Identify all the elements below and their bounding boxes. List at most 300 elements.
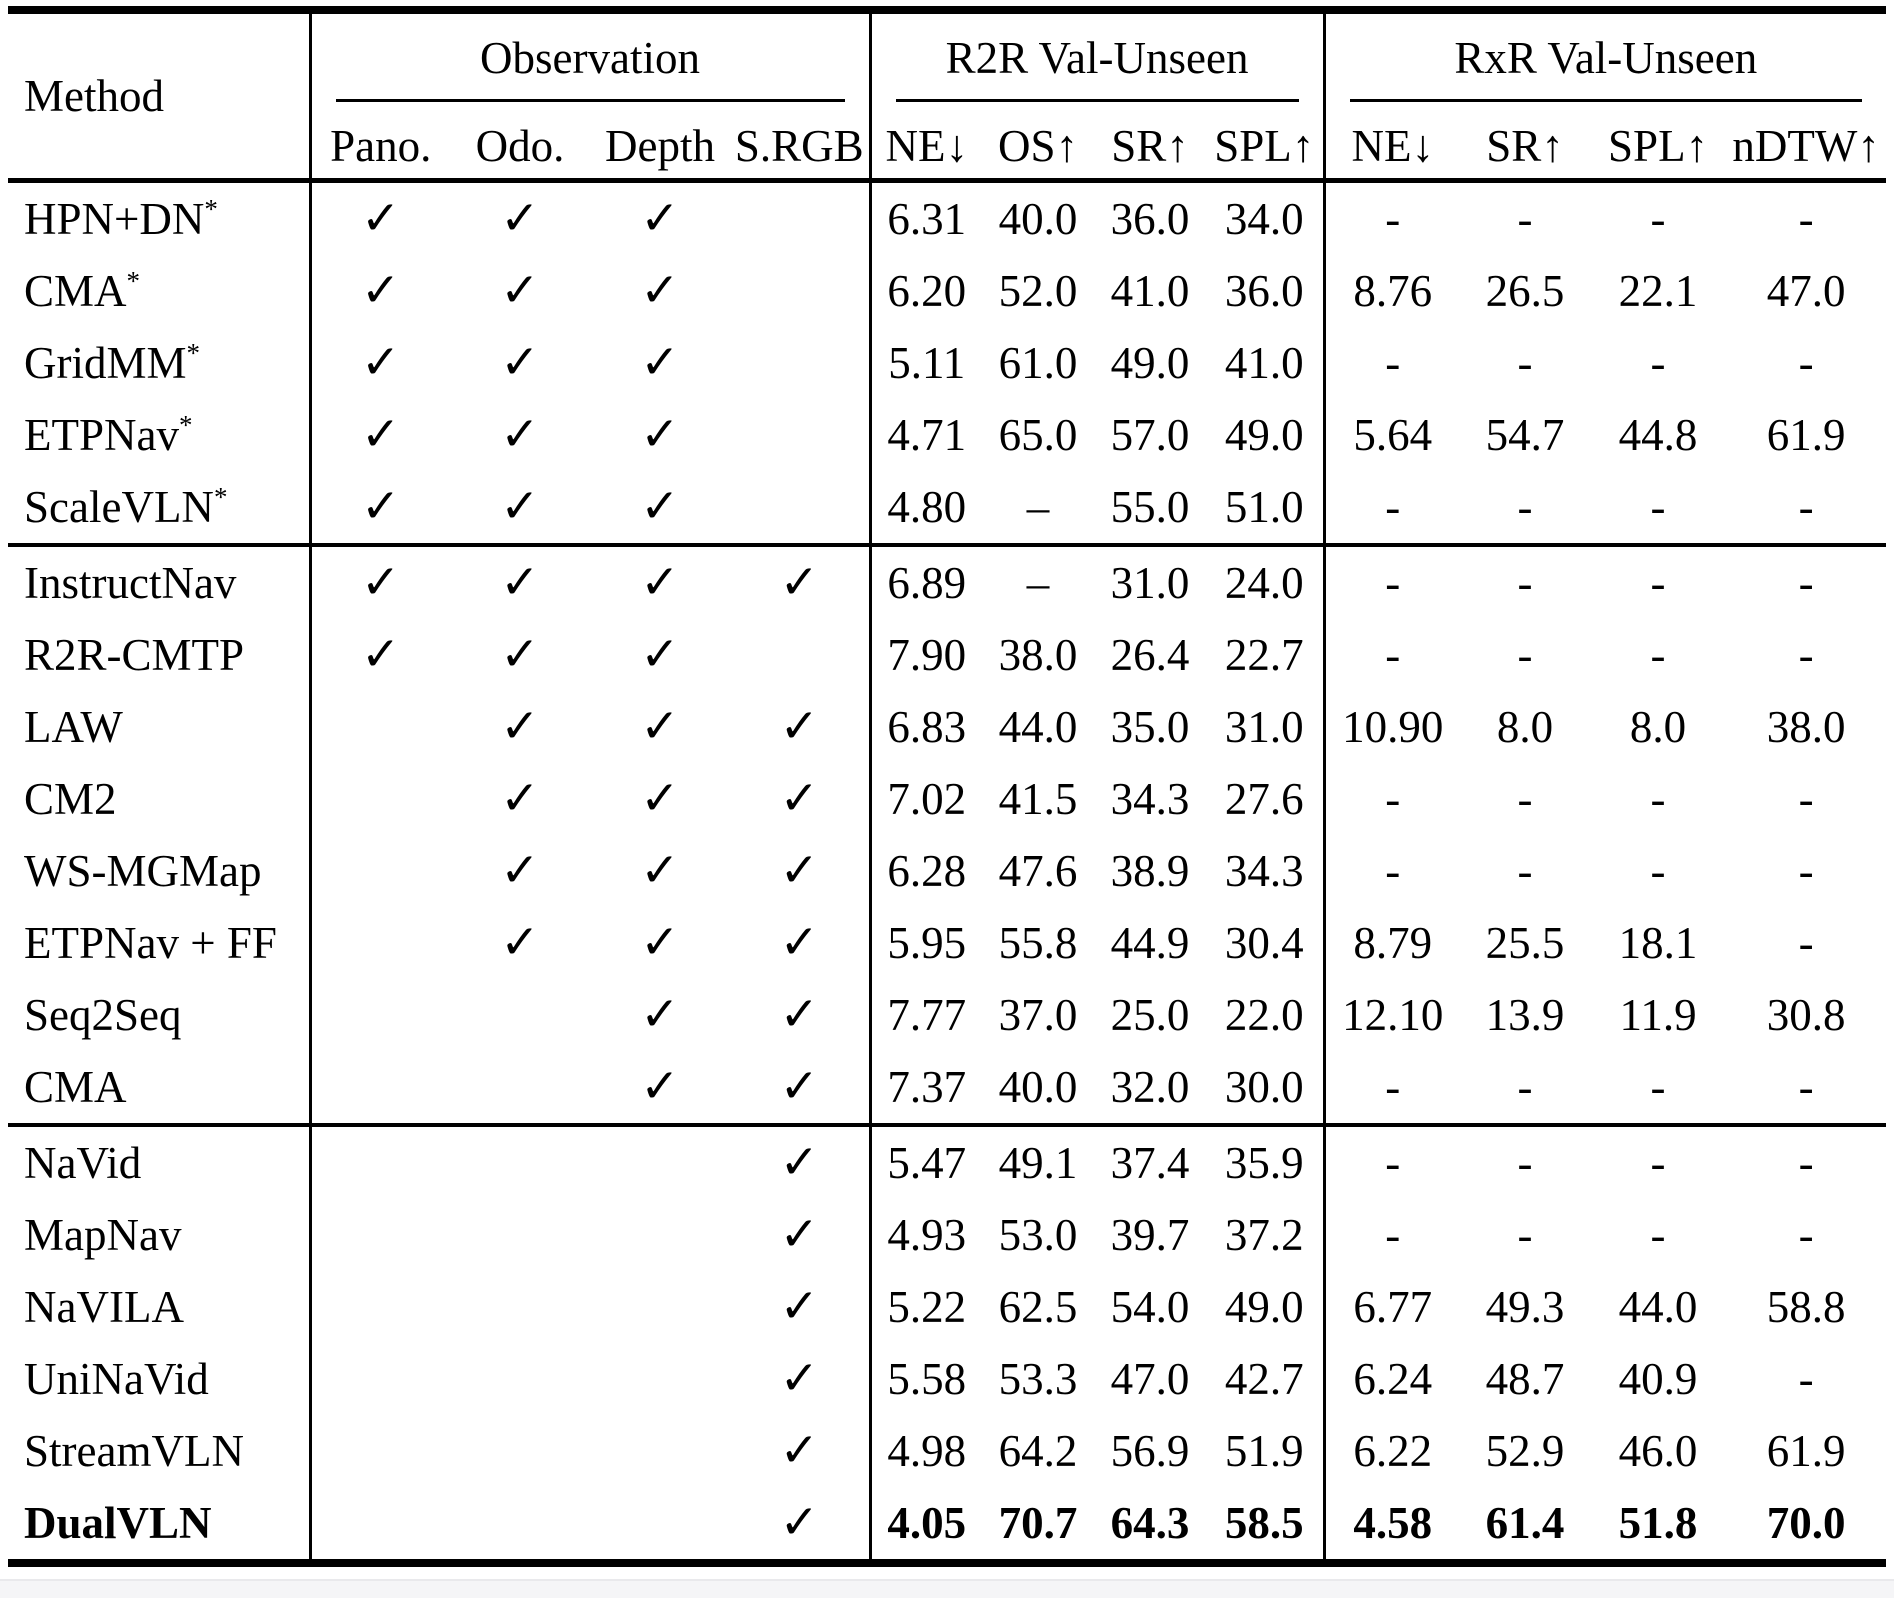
rxr-value-cell: -	[1650, 629, 1666, 680]
col-header-rxr-ne: NE↓	[1324, 114, 1460, 181]
observation-cell	[730, 545, 870, 619]
r2r-value-cell: 22.0	[1224, 989, 1304, 1040]
observation-cell	[310, 1271, 450, 1343]
check-icon: ✓	[779, 1280, 819, 1333]
method-column-header: Method	[8, 10, 310, 181]
observation-cell	[730, 1271, 870, 1343]
observation-cell	[730, 327, 870, 399]
rxr-value-cell: -	[1798, 481, 1814, 532]
check-icon: ✓	[500, 556, 540, 609]
check-icon: ✓	[361, 556, 401, 609]
col-header-pano: Pano.	[310, 114, 450, 181]
r2r-value-cell: 64.2	[998, 1425, 1078, 1476]
observation-cell	[310, 619, 450, 691]
rxr-value-cell: -	[1324, 835, 1460, 907]
r2r-value-cell: 61.0	[998, 337, 1078, 388]
r2r-value-cell: 4.98	[870, 1415, 982, 1487]
r2r-value-cell: 4.71	[870, 399, 982, 471]
check-icon: ✓	[640, 408, 680, 461]
rxr-value-cell: -	[1517, 629, 1533, 680]
method-cell	[8, 763, 310, 835]
method-name: DualVLN	[24, 1497, 212, 1548]
table-body	[8, 181, 1886, 1564]
check-icon: ✓	[361, 336, 401, 389]
method-cell	[8, 399, 310, 471]
r2r-value-cell: 6.31	[870, 181, 982, 256]
r2r-value-cell: 53.3	[998, 1353, 1078, 1404]
table-row	[8, 1271, 1886, 1343]
rxr-value-cell: 8.0	[1629, 701, 1687, 752]
observation-cell	[310, 1487, 450, 1563]
rxr-value-cell: 44.0	[1618, 1281, 1698, 1332]
observation-cell	[590, 1271, 730, 1343]
rxr-value-cell: 6.77	[1324, 1271, 1460, 1343]
observation-cell	[310, 691, 450, 763]
observation-cell	[450, 1199, 590, 1271]
method-cell	[8, 691, 310, 763]
r2r-value-cell: 31.0	[1224, 701, 1304, 752]
rxr-value-cell: 61.9	[1766, 409, 1846, 460]
observation-cell	[590, 979, 730, 1051]
observation-cell	[450, 835, 590, 907]
r2r-value-cell: 56.9	[1110, 1425, 1190, 1476]
observation-cell	[730, 979, 870, 1051]
observation-cell	[590, 181, 730, 256]
r2r-value-cell: 7.77	[870, 979, 982, 1051]
r2r-value-cell: 34.0	[1224, 193, 1304, 244]
table-row	[8, 255, 1886, 327]
observation-cell	[590, 471, 730, 545]
table-row	[8, 907, 1886, 979]
check-icon: ✓	[640, 916, 680, 969]
r2r-value-cell: 49.0	[1224, 1281, 1304, 1332]
check-icon: ✓	[361, 192, 401, 245]
r2r-value-cell: 24.0	[1206, 545, 1324, 619]
r2r-value-cell: 64.3	[1110, 1497, 1190, 1548]
r2r-value-cell: 25.0	[1110, 989, 1190, 1040]
rxr-value-cell: 5.64	[1324, 399, 1460, 471]
col-header-odo: Odo.	[450, 114, 590, 181]
page-bottom-strip	[0, 1579, 1894, 1598]
method-asterisk: *	[186, 337, 201, 368]
r2r-value-cell: 34.3	[1110, 773, 1190, 824]
rxr-value-cell: -	[1517, 1209, 1533, 1260]
observation-cell	[450, 399, 590, 471]
observation-cell	[730, 1125, 870, 1199]
r2r-value-cell: 38.0	[998, 629, 1078, 680]
rxr-value-cell: -	[1726, 1125, 1886, 1199]
method-cell	[8, 619, 310, 691]
rxr-value-cell: 47.0	[1766, 265, 1846, 316]
check-icon: ✓	[500, 916, 540, 969]
check-icon: ✓	[640, 336, 680, 389]
check-icon: ✓	[500, 628, 540, 681]
observation-cell	[730, 181, 870, 256]
rxr-value-cell: 54.7	[1485, 409, 1565, 460]
check-icon: ✓	[779, 772, 819, 825]
observation-cell	[450, 327, 590, 399]
rxr-value-cell: 38.0	[1766, 701, 1846, 752]
group-header-row	[8, 10, 1886, 114]
table-row	[8, 691, 1886, 763]
rxr-value-cell: -	[1798, 1209, 1814, 1260]
r2r-value-cell: 4.05	[870, 1487, 982, 1563]
r2r-value-cell: 47.6	[998, 845, 1078, 896]
rxr-value-cell: -	[1798, 845, 1814, 896]
rxr-value-cell: 48.7	[1485, 1353, 1565, 1404]
observation-cell	[310, 255, 450, 327]
observation-cell	[310, 327, 450, 399]
observation-cell	[730, 399, 870, 471]
method-name: HPN+DN	[24, 193, 205, 244]
r2r-value-cell: 65.0	[998, 409, 1078, 460]
check-icon: ✓	[500, 408, 540, 461]
observation-cell	[450, 1125, 590, 1199]
r2r-value-cell: 6.83	[870, 691, 982, 763]
rxr-value-cell: 22.1	[1618, 265, 1698, 316]
check-icon: ✓	[500, 844, 540, 897]
observation-cell	[730, 1343, 870, 1415]
r2r-value-cell: 7.90	[870, 619, 982, 691]
rxr-value-cell: 8.0	[1496, 701, 1554, 752]
table-row	[8, 1199, 1886, 1271]
r2r-value-cell: 30.0	[1224, 1061, 1304, 1112]
rxr-value-cell: -	[1650, 337, 1666, 388]
check-icon: ✓	[500, 772, 540, 825]
r2r-value-cell: 30.4	[1224, 917, 1304, 968]
check-icon: ✓	[779, 556, 819, 609]
method-name: Seq2Seq	[24, 989, 182, 1040]
observation-cell	[450, 181, 590, 256]
rxr-value-cell: 18.1	[1618, 917, 1698, 968]
rxr-value-cell: -	[1650, 773, 1666, 824]
col-header-depth: Depth	[590, 114, 730, 181]
rxr-value-cell: -	[1798, 773, 1814, 824]
method-name: CMA	[24, 1061, 127, 1112]
observation-cell	[310, 763, 450, 835]
r2r-value-cell: 51.0	[1224, 481, 1304, 532]
observation-cell	[590, 1415, 730, 1487]
rxr-value-cell: -	[1324, 619, 1460, 691]
observation-cell	[310, 399, 450, 471]
rxr-value-cell: -	[1324, 1199, 1460, 1271]
table-row	[8, 1125, 1886, 1199]
observation-cell	[450, 471, 590, 545]
observation-cell	[730, 471, 870, 545]
rxr-value-cell: -	[1650, 845, 1666, 896]
rxr-value-cell: -	[1324, 545, 1460, 619]
method-asterisk: *	[213, 481, 228, 512]
observation-cell	[590, 1125, 730, 1199]
rxr-value-cell: -	[1726, 545, 1886, 619]
check-icon: ✓	[500, 480, 540, 533]
rxr-value-cell: 4.58	[1324, 1487, 1460, 1563]
check-icon: ✓	[640, 192, 680, 245]
r2r-value-cell: 27.6	[1224, 773, 1304, 824]
method-name: MapNav	[24, 1209, 182, 1260]
method-cell	[8, 1051, 310, 1125]
method-name: GridMM	[24, 337, 187, 388]
method-name: StreamVLN	[24, 1425, 244, 1476]
check-icon: ✓	[779, 1424, 819, 1477]
rxr-value-cell: -	[1324, 471, 1460, 545]
rxr-value-cell: -	[1517, 845, 1533, 896]
method-cell	[8, 471, 310, 545]
observation-cell	[590, 1487, 730, 1563]
observation-cell	[310, 1125, 450, 1199]
observation-cell	[450, 1343, 590, 1415]
rxr-value-cell: -	[1798, 193, 1814, 244]
method-cell	[8, 907, 310, 979]
observation-cell	[590, 399, 730, 471]
col-header-srgb: S.RGB	[730, 114, 870, 181]
group-header-r2r	[870, 10, 1324, 114]
table-row	[8, 763, 1886, 835]
check-icon: ✓	[640, 264, 680, 317]
method-name: LAW	[24, 701, 123, 752]
r2r-value-cell: 31.0	[1094, 545, 1206, 619]
rxr-value-cell: -	[1517, 337, 1533, 388]
method-cell	[8, 181, 310, 256]
r2r-value-cell: –	[982, 545, 1094, 619]
rxr-value-cell: 11.9	[1619, 989, 1697, 1040]
observation-cell	[730, 1051, 870, 1125]
observation-cell	[450, 619, 590, 691]
col-header-rxr-sr: SR↑	[1460, 114, 1590, 181]
check-icon: ✓	[779, 1496, 819, 1549]
check-icon: ✓	[500, 264, 540, 317]
method-name: ScaleVLN	[24, 481, 214, 532]
r2r-value-cell: 36.0	[1110, 193, 1190, 244]
col-header-r2r-ne: NE↓	[870, 114, 982, 181]
method-name: InstructNav	[24, 557, 237, 608]
r2r-value-cell: 36.0	[1224, 265, 1304, 316]
table-row	[8, 1487, 1886, 1563]
check-icon: ✓	[500, 192, 540, 245]
rxr-value-cell: 26.5	[1485, 265, 1565, 316]
rxr-value-cell: -	[1650, 481, 1666, 532]
check-icon: ✓	[640, 480, 680, 533]
rxr-value-cell: -	[1517, 193, 1533, 244]
method-cell	[8, 545, 310, 619]
rxr-value-cell: -	[1650, 1061, 1666, 1112]
check-icon: ✓	[361, 480, 401, 533]
table-row	[8, 1415, 1886, 1487]
observation-cell	[450, 763, 590, 835]
method-cell	[8, 1415, 310, 1487]
method-cell	[8, 1343, 310, 1415]
method-cell	[8, 1487, 310, 1563]
r2r-value-cell: 55.8	[998, 917, 1078, 968]
r2r-value-cell: 6.20	[870, 255, 982, 327]
rxr-value-cell: 44.8	[1618, 409, 1698, 460]
r2r-value-cell: 51.9	[1224, 1425, 1304, 1476]
observation-cell	[590, 691, 730, 763]
observation-cell	[590, 1199, 730, 1271]
method-name: ETPNav	[24, 409, 179, 460]
method-cell	[8, 1125, 310, 1199]
check-icon: ✓	[500, 336, 540, 389]
r2r-value-cell: 39.7	[1110, 1209, 1190, 1260]
col-header-r2r-os: OS↑	[982, 114, 1094, 181]
observation-cell	[450, 255, 590, 327]
table-row	[8, 835, 1886, 907]
rxr-value-cell: -	[1324, 327, 1460, 399]
observation-cell	[450, 1487, 590, 1563]
check-icon: ✓	[640, 772, 680, 825]
r2r-value-cell: 41.0	[1110, 265, 1190, 316]
observation-cell	[590, 619, 730, 691]
table-row	[8, 1343, 1886, 1415]
check-icon: ✓	[361, 628, 401, 681]
method-asterisk: *	[178, 409, 193, 440]
observation-cell	[310, 1051, 450, 1125]
observation-cell	[730, 1199, 870, 1271]
results-table	[8, 6, 1886, 1567]
r2r-value-cell: 4.93	[870, 1199, 982, 1271]
method-cell	[8, 835, 310, 907]
observation-cell	[450, 979, 590, 1051]
check-icon: ✓	[640, 1060, 680, 1113]
observation-cell	[730, 255, 870, 327]
check-icon: ✓	[640, 556, 680, 609]
observation-cell	[310, 907, 450, 979]
rxr-value-cell: -	[1324, 1125, 1460, 1199]
group-header-observation	[310, 10, 870, 114]
observation-cell	[730, 1487, 870, 1563]
r2r-value-cell: 41.0	[1224, 337, 1304, 388]
r2r-value-cell: 40.0	[998, 1061, 1078, 1112]
r2r-value-cell: 34.3	[1224, 845, 1304, 896]
rxr-value-cell: -	[1798, 629, 1814, 680]
group-label-r2r: R2R Val-Unseen	[896, 36, 1299, 102]
r2r-value-cell: 44.0	[998, 701, 1078, 752]
rxr-value-cell: 61.9	[1766, 1425, 1846, 1476]
rxr-value-cell: 8.76	[1324, 255, 1460, 327]
r2r-value-cell: 55.0	[1110, 481, 1190, 532]
r2r-value-cell: –	[1026, 481, 1050, 532]
observation-cell	[730, 1415, 870, 1487]
rxr-value-cell: 8.79	[1324, 907, 1460, 979]
table-row	[8, 181, 1886, 256]
r2r-value-cell: 37.0	[998, 989, 1078, 1040]
observation-cell	[730, 835, 870, 907]
check-icon: ✓	[500, 700, 540, 753]
observation-cell	[310, 1343, 450, 1415]
rxr-value-cell: 70.0	[1766, 1497, 1846, 1548]
check-icon: ✓	[779, 988, 819, 1041]
check-icon: ✓	[640, 628, 680, 681]
rxr-value-cell: 61.4	[1485, 1497, 1565, 1548]
observation-cell	[310, 1415, 450, 1487]
check-icon: ✓	[779, 1352, 819, 1405]
r2r-value-cell: 40.0	[998, 193, 1078, 244]
r2r-value-cell: 5.22	[870, 1271, 982, 1343]
check-icon: ✓	[361, 408, 401, 461]
table-row	[8, 619, 1886, 691]
r2r-value-cell: 35.0	[1110, 701, 1190, 752]
rxr-value-cell: -	[1590, 545, 1726, 619]
observation-cell	[590, 255, 730, 327]
check-icon: ✓	[779, 844, 819, 897]
rxr-value-cell: 51.8	[1618, 1497, 1698, 1548]
rxr-value-cell: -	[1798, 337, 1814, 388]
rxr-value-cell: 6.24	[1324, 1343, 1460, 1415]
method-name: WS-MGMap	[24, 845, 262, 896]
observation-cell	[310, 835, 450, 907]
method-name: UniNaVid	[24, 1353, 209, 1404]
r2r-value-cell: 57.0	[1110, 409, 1190, 460]
table-row	[8, 979, 1886, 1051]
r2r-value-cell: 47.0	[1110, 1353, 1190, 1404]
rxr-value-cell: -	[1650, 193, 1666, 244]
r2r-value-cell: 7.02	[870, 763, 982, 835]
check-icon: ✓	[361, 264, 401, 317]
observation-cell	[730, 907, 870, 979]
rxr-value-cell: 30.8	[1766, 989, 1846, 1040]
method-name: NaVid	[24, 1137, 142, 1188]
table-row	[8, 471, 1886, 545]
method-name: CM2	[24, 773, 117, 824]
r2r-value-cell: 41.5	[998, 773, 1078, 824]
r2r-value-cell: 5.47	[870, 1125, 982, 1199]
observation-cell	[590, 545, 730, 619]
method-asterisk: *	[126, 265, 141, 296]
rxr-value-cell: -	[1517, 1061, 1533, 1112]
rxr-value-cell: 52.9	[1485, 1425, 1565, 1476]
rxr-value-cell: 6.22	[1324, 1415, 1460, 1487]
rxr-value-cell: -	[1324, 181, 1460, 256]
method-name: ETPNav + FF	[24, 917, 277, 968]
group-header-rxr	[1324, 10, 1886, 114]
check-icon: ✓	[779, 1060, 819, 1113]
r2r-value-cell: 6.28	[870, 835, 982, 907]
observation-cell	[310, 545, 450, 619]
r2r-value-cell: 53.0	[998, 1209, 1078, 1260]
observation-cell	[730, 763, 870, 835]
rxr-value-cell: 10.90	[1324, 691, 1460, 763]
r2r-value-cell: 32.0	[1110, 1061, 1190, 1112]
r2r-value-cell: 35.9	[1206, 1125, 1324, 1199]
check-icon: ✓	[640, 988, 680, 1041]
rxr-value-cell: -	[1650, 1209, 1666, 1260]
rxr-value-cell: -	[1324, 763, 1460, 835]
observation-cell	[450, 1415, 590, 1487]
r2r-value-cell: 70.7	[998, 1497, 1078, 1548]
observation-cell	[310, 181, 450, 256]
rxr-value-cell: 46.0	[1618, 1425, 1698, 1476]
rxr-value-cell: -	[1798, 1061, 1814, 1112]
observation-cell	[730, 691, 870, 763]
r2r-value-cell: 37.4	[1094, 1125, 1206, 1199]
rxr-value-cell: 25.5	[1485, 917, 1565, 968]
col-header-r2r-sr: SR↑	[1094, 114, 1206, 181]
observation-cell	[310, 471, 450, 545]
observation-cell	[590, 763, 730, 835]
col-header-rxr-ndtw: nDTW↑	[1726, 114, 1886, 181]
group-label-rxr: RxR Val-Unseen	[1350, 36, 1863, 102]
observation-cell	[450, 545, 590, 619]
r2r-value-cell: 62.5	[998, 1281, 1078, 1332]
observation-cell	[310, 979, 450, 1051]
r2r-value-cell: 37.2	[1224, 1209, 1304, 1260]
observation-cell	[590, 835, 730, 907]
check-icon: ✓	[779, 700, 819, 753]
check-icon: ✓	[779, 1208, 819, 1261]
method-asterisk: *	[204, 193, 218, 224]
rxr-value-cell: -	[1517, 773, 1533, 824]
rxr-value-cell: -	[1517, 481, 1533, 532]
